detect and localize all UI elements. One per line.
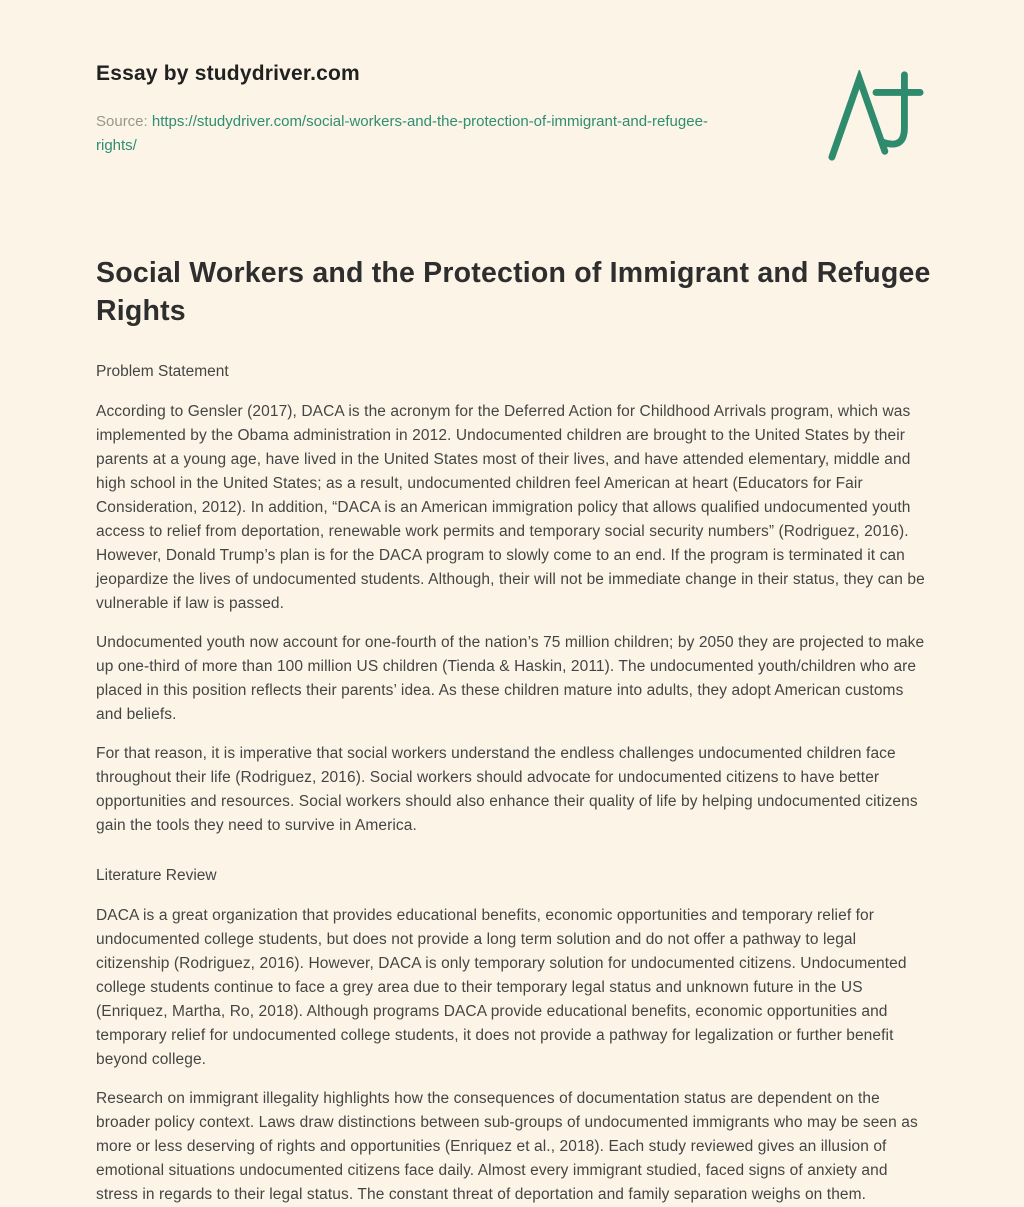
logo-j-stroke <box>884 75 905 144</box>
paragraph: For that reason, it is imperative that social workers understand the endless challenges undocumented children face throughout their life (Rodriguez, 2016). Social workers should advocate for undocumented citizens to have better opportunities and resources. Social workers should also enhance their quality of life by helping undocumented citizens gain the tools they need to survive in America. <box>96 745 918 834</box>
paragraph: DACA is a great organization that provides educational benefits, economic opportunities and temporary relief for undocumented college students, but does not provide a long term solution and do not offer a pathway to legal citizenship (Rodriguez, 2016). However, DACA is only temporary solution for undocumented citizens. Undocumented college students continue to face a grey area due to their temporary legal status and unknown future in the US (Enriquez, Martha, Ro, 2018). Although programs DACA provide educational benefits, economic opportunities and temporary relief for undocumented college students, it does not provide a pathway for legalization or further benefit beyond college. <box>96 907 907 1068</box>
section-heading-problem-statement: Problem Statement <box>96 363 229 380</box>
studydriver-logo <box>827 70 925 162</box>
studydriver-logo-icon <box>827 70 925 162</box>
essay-title: Social Workers and the Protection of Immigrant and Refugee Rights <box>96 257 931 327</box>
source-label: Source: <box>96 113 148 130</box>
paragraph: Undocumented youth now account for one-fourth of the nation’s 75 million children; by 2050 they are projected to make up one-third of more than 100 million US children (Tienda & Haskin, 2011). The undocumented youth/children who are placed in this position reflects their parents’ idea. As these children mature into adults, they adopt American customs and beliefs. <box>96 634 925 723</box>
source-line <box>96 110 741 158</box>
section-heading-literature-review: Literature Review <box>96 867 217 884</box>
paragraph: According to Gensler (2017), DACA is the acronym for the Deferred Action for Childhood Arrivals program, which was implemented by the Obama administration in 2012. Undocumented children are brought to the United States by their parents at a young age, have lived in the United States most of their lives, and have attended elementary, middle and high school in the United States; as a result, undocumented children feel American at heart (Educators for Fair Consideration, 2012). In addition, “DACA is an American immigration policy that allows qualified undocumented youth access to relief from deportation, renewable work permits and temporary social security numbers” (Rodriguez, 2016). However, Donald Trump’s plan is for the DACA program to slowly come to an end. If the program is terminated it can jeopardize the lives of undocumented students. Although, their will not be immediate change in their status, they can be vulnerable if law is passed. <box>96 403 925 612</box>
essay-byline: Essay by studydriver.com <box>96 62 360 85</box>
source-url-link[interactable]: https://studydriver.com/social-workers-and-the-protection-of-immigrant-and-refugee-rights/ <box>96 113 708 154</box>
paragraph: Research on immigrant illegality highlights how the consequences of documentation status are dependent on the broader policy context. Laws draw distinctions between sub-groups of undocumented immigrants who may be seen as more or less deserving of rights and opportunities (Enriquez et al., 2018). Each study reviewed gives an illusion of emotional situations undocumented citizens face daily. Almost every immigrant studied, faced signs of anxiety and stress in regards to their legal status. The constant threat of deportation and family separation weighs on them. <box>96 1090 918 1203</box>
